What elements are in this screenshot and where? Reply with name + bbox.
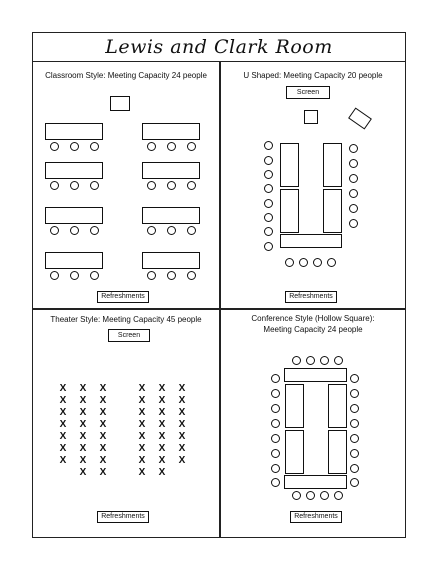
theater-seat-mark: X	[79, 407, 87, 418]
ushaped-table-right-top	[323, 143, 342, 187]
conference-chair	[292, 491, 301, 500]
classroom-chair	[167, 271, 176, 280]
classroom-table	[142, 123, 200, 140]
ushaped-chair	[264, 199, 273, 208]
ushaped-refreshments: Refreshments	[285, 291, 337, 303]
conference-table-top	[284, 368, 347, 382]
theater-screen: Screen	[108, 329, 150, 342]
conference-chair	[271, 449, 280, 458]
theater-seat-mark: X	[79, 455, 87, 466]
conference-chair	[271, 434, 280, 443]
classroom-table	[142, 252, 200, 269]
classroom-table	[142, 207, 200, 224]
ushaped-podium	[304, 110, 318, 124]
classroom-chair	[50, 271, 59, 280]
conference-chair	[271, 464, 280, 473]
classroom-chair	[187, 181, 196, 190]
conference-chair	[350, 374, 359, 383]
ushaped-chair	[349, 174, 358, 183]
conference-chair	[320, 356, 329, 365]
theater-seat-mark: X	[79, 467, 87, 478]
ushaped-chair	[264, 213, 273, 222]
ushaped-table-left-bottom	[280, 189, 299, 233]
classroom-chair	[50, 181, 59, 190]
theater-seat-mark: X	[158, 383, 166, 394]
classroom-table	[45, 162, 103, 179]
theater-seat-mark: X	[79, 383, 87, 394]
ushaped-chair	[264, 170, 273, 179]
ushaped-chair	[264, 242, 273, 251]
conference-heading-line2: Meeting Capacity 24 people	[263, 325, 363, 334]
theater-seat-mark: X	[59, 443, 67, 454]
theater-seat-mark: X	[178, 455, 186, 466]
theater-seat-mark: X	[79, 395, 87, 406]
conference-chair	[350, 389, 359, 398]
conference-chair	[350, 434, 359, 443]
conference-chair	[271, 404, 280, 413]
ushaped-chair	[349, 159, 358, 168]
theater-seat-mark: X	[79, 419, 87, 430]
classroom-chair	[167, 226, 176, 235]
ushaped-screen: Screen	[286, 86, 330, 99]
conference-table-bottom	[284, 475, 347, 489]
theater-seat-mark: X	[178, 395, 186, 406]
classroom-chair	[90, 271, 99, 280]
page-title: Lewis and Clark Room	[32, 32, 406, 62]
conference-refreshments: Refreshments	[290, 511, 342, 523]
theater-seat-mark: X	[59, 395, 67, 406]
theater-seat-mark: X	[158, 443, 166, 454]
conference-chair	[350, 478, 359, 487]
theater-seat-mark: X	[99, 419, 107, 430]
theater-seat-mark: X	[158, 407, 166, 418]
classroom-chair	[147, 226, 156, 235]
theater-seat-mark: X	[158, 467, 166, 478]
classroom-chair	[167, 181, 176, 190]
conference-chair	[350, 419, 359, 428]
theater-seat-mark: X	[59, 431, 67, 442]
ushaped-chair	[349, 204, 358, 213]
theater-seat-mark: X	[79, 431, 87, 442]
conference-chair	[271, 374, 280, 383]
theater-seat-mark: X	[138, 455, 146, 466]
conference-chair	[334, 491, 343, 500]
theater-seat-mark: X	[178, 443, 186, 454]
classroom-chair	[90, 181, 99, 190]
theater-seat-mark: X	[99, 395, 107, 406]
classroom-chair	[147, 181, 156, 190]
classroom-chair	[147, 271, 156, 280]
classroom-chair	[90, 226, 99, 235]
conference-chair	[350, 404, 359, 413]
theater-seat-mark: X	[158, 395, 166, 406]
classroom-chair	[187, 226, 196, 235]
conference-table-right-bottom	[328, 430, 347, 474]
theater-seat-mark: X	[158, 419, 166, 430]
theater-seat-mark: X	[99, 407, 107, 418]
classroom-chair	[167, 142, 176, 151]
classroom-chair	[70, 142, 79, 151]
classroom-heading: Classroom Style: Meeting Capacity 24 people	[45, 71, 207, 80]
classroom-table	[45, 252, 103, 269]
conference-chair	[306, 356, 315, 365]
theater-seat-mark: X	[99, 443, 107, 454]
classroom-table	[45, 207, 103, 224]
theater-seat-mark: X	[138, 407, 146, 418]
theater-seat-mark: X	[178, 419, 186, 430]
conference-table-left-bottom	[285, 430, 304, 474]
ushaped-heading: U Shaped: Meeting Capacity 20 people	[243, 71, 383, 80]
ushaped-chair	[327, 258, 336, 267]
conference-chair	[320, 491, 329, 500]
ushaped-table-bottom	[280, 234, 342, 248]
ushaped-chair	[264, 184, 273, 193]
ushaped-table-right-bottom	[323, 189, 342, 233]
theater-seat-mark: X	[59, 383, 67, 394]
classroom-chair	[70, 271, 79, 280]
theater-seat-mark: X	[138, 467, 146, 478]
theater-seat-mark: X	[158, 431, 166, 442]
conference-chair	[350, 449, 359, 458]
theater-seat-mark: X	[178, 431, 186, 442]
theater-seat-mark: X	[59, 407, 67, 418]
theater-seat-mark: X	[99, 431, 107, 442]
conference-chair	[306, 491, 315, 500]
conference-chair	[350, 464, 359, 473]
classroom-chair	[90, 142, 99, 151]
theater-seat-mark: X	[178, 407, 186, 418]
theater-seat-mark: X	[59, 455, 67, 466]
theater-seat-mark: X	[138, 419, 146, 430]
conference-chair	[271, 419, 280, 428]
ushaped-table-left-top	[280, 143, 299, 187]
theater-seat-mark: X	[178, 383, 186, 394]
classroom-table	[142, 162, 200, 179]
ushaped-chair	[285, 258, 294, 267]
theater-seat-mark: X	[79, 443, 87, 454]
theater-seat-mark: X	[99, 455, 107, 466]
theater-seat-mark: X	[138, 383, 146, 394]
ushaped-chair	[349, 189, 358, 198]
classroom-podium	[110, 96, 130, 111]
theater-heading: Theater Style: Meeting Capacity 45 people	[50, 315, 202, 324]
horizontal-divider	[32, 308, 406, 310]
conference-table-left-top	[285, 384, 304, 428]
classroom-chair	[187, 142, 196, 151]
classroom-chair	[187, 271, 196, 280]
conference-heading-line1: Conference Style (Hollow Square):	[251, 314, 375, 323]
theater-seat-mark: X	[138, 431, 146, 442]
classroom-chair	[70, 181, 79, 190]
conference-table-right-top	[328, 384, 347, 428]
ushaped-chair	[349, 219, 358, 228]
conference-chair	[292, 356, 301, 365]
ushaped-chair	[349, 144, 358, 153]
ushaped-chair	[264, 156, 273, 165]
ushaped-chair	[313, 258, 322, 267]
classroom-chair	[147, 142, 156, 151]
classroom-chair	[50, 226, 59, 235]
ushaped-chair	[299, 258, 308, 267]
classroom-table	[45, 123, 103, 140]
theater-seat-mark: X	[138, 443, 146, 454]
theater-seat-mark: X	[99, 467, 107, 478]
classroom-refreshments: Refreshments	[97, 291, 149, 303]
theater-seat-mark: X	[138, 395, 146, 406]
conference-chair	[271, 478, 280, 487]
conference-chair	[271, 389, 280, 398]
theater-seat-mark: X	[99, 383, 107, 394]
classroom-chair	[50, 142, 59, 151]
classroom-chair	[70, 226, 79, 235]
theater-seat-mark: X	[158, 455, 166, 466]
ushaped-chair	[264, 141, 273, 150]
conference-chair	[334, 356, 343, 365]
ushaped-chair	[264, 227, 273, 236]
theater-refreshments: Refreshments	[97, 511, 149, 523]
vertical-divider	[219, 62, 221, 538]
theater-seat-mark: X	[59, 419, 67, 430]
